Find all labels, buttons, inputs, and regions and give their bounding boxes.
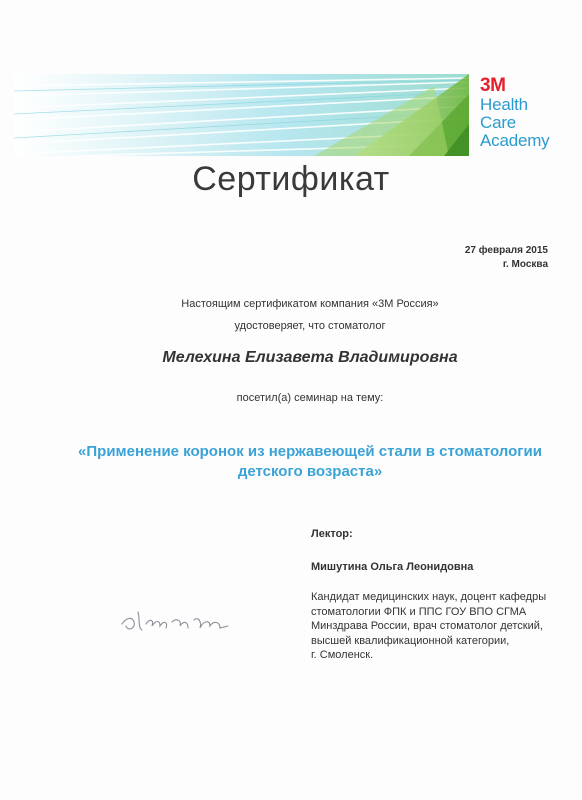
logo-line-academy: Academy [480, 131, 550, 150]
brand-3m: 3M [480, 75, 506, 96]
intro-line-2: удостоверяет, что стоматолог [234, 320, 386, 332]
certificate-title: Сертификат [192, 160, 390, 198]
lecturer-name: Мишутина Ольга Леонидовна [311, 561, 474, 573]
topic-line-1: «Применение коронок из нержавеющей стали в стоматологии [78, 443, 542, 460]
3m-logo [480, 76, 549, 150]
issue-city: г. Москва [502, 259, 548, 270]
lecturer-desc-line: Минздрава России, врач стоматолог детский, [311, 620, 543, 632]
logo-line-care: Care [480, 113, 517, 132]
lecturer-heading: Лектор: [311, 528, 353, 540]
intro-text [0, 293, 582, 337]
decorative-banner [14, 74, 469, 156]
attended-text: посетил(а) семинар на тему: [236, 392, 384, 404]
recipient-name: Мелехина Елизавета Владимировна [162, 349, 458, 366]
signature [116, 606, 236, 636]
lecturer-description [311, 590, 546, 663]
lecturer-desc-line: г. Смоленск. [311, 649, 374, 661]
seminar-topic [60, 442, 560, 482]
lecturer-desc-line: Кандидат медицинских наук, доцент кафедры [311, 591, 547, 603]
lecturer-desc-line: стоматологии ФПК и ППС ГОУ ВПО СГМА [311, 605, 527, 618]
intro-line-1: Настоящим сертификатом компания «3М Россия» [181, 298, 439, 310]
lecturer-desc-line: высшей квалификационной категории, [311, 634, 510, 647]
issue-date: 27 февраля 2015 [464, 245, 548, 256]
logo-line-health: Health [480, 95, 528, 114]
topic-line-2: детского возраста» [237, 463, 383, 480]
date-block [465, 244, 548, 272]
